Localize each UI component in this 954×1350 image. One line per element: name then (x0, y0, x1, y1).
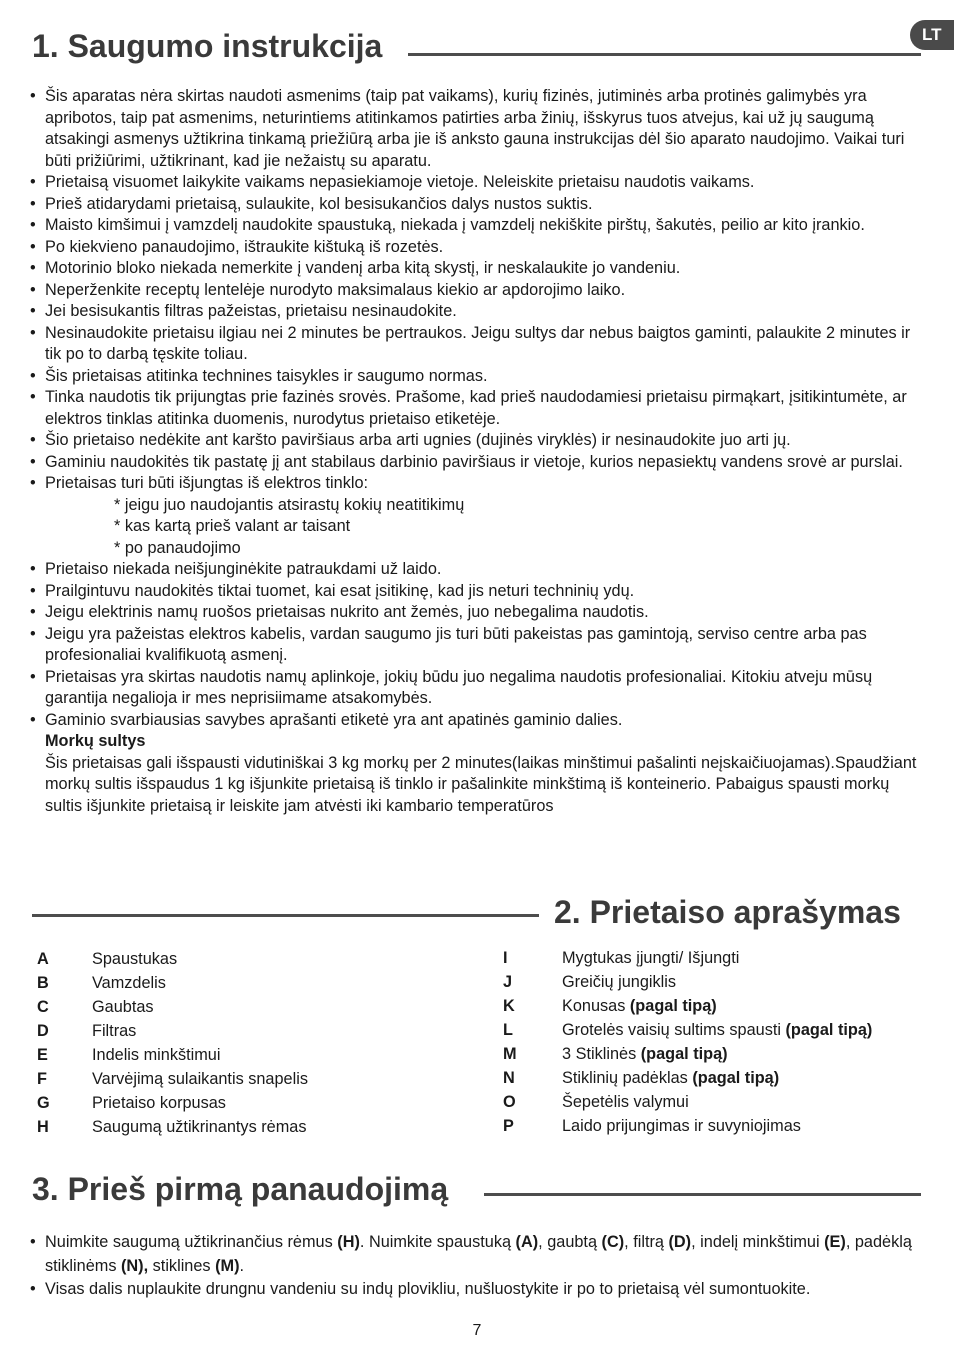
bullet-icon: • (30, 431, 36, 449)
part-label: Greičių jungiklis (562, 973, 677, 991)
list-item: • Gaminiu naudokitės tik pastatę jį ant stabilaus darbinio paviršiaus ir vietoje, kurios nepasiektų vandens srovė ar purslai. (30, 452, 930, 474)
part-key: N (503, 1069, 515, 1087)
bullet-icon: • (30, 581, 36, 600)
part-label: Prietaiso korpusas (92, 1094, 226, 1112)
part-item (37, 1091, 477, 1115)
list-item: • Prietaisas yra skirtas naudotis namų aplinkoje, jokių būdu juo negalima naudotis profesionaliai. Kitokiu atveju mūsų garantija negalioja ir mes neprisiimame atsakomybės. (30, 667, 930, 710)
section2-title: 2. Prietaiso aprašymas (554, 894, 901, 930)
bullet-icon: • (30, 259, 36, 277)
bullet-icon: • (30, 323, 36, 342)
section3-title (32, 1171, 448, 1208)
bullet-icon: • (30, 302, 36, 320)
part-label: Vamzdelis (92, 974, 166, 992)
bullet-icon: • (30, 667, 36, 686)
bullet-icon: • (30, 624, 36, 643)
bullet-icon: • (30, 388, 36, 406)
part-item (37, 995, 477, 1019)
list-item: • Motorinio bloko niekada nemerkite į vandenį arba kitą skystį, ir neskalaukite jo vandeniu. (30, 258, 930, 280)
part-key: C (37, 998, 49, 1016)
bullet-icon: • (30, 1233, 36, 1251)
part-item (37, 1019, 477, 1043)
part-key: K (503, 997, 515, 1015)
part-key: P (503, 1117, 514, 1135)
bullet-icon: • (30, 474, 36, 492)
section2-rule (32, 914, 539, 917)
bullet-icon: • (30, 194, 36, 213)
bullet-icon: • (30, 173, 36, 191)
bullet-icon: • (30, 710, 36, 729)
list-item: • Jeigu elektrinis namų ruošos prietaisas nukrito ant žemės, juo nebegalima naudotis. (30, 602, 930, 624)
part-item (503, 1018, 943, 1042)
part-item (503, 1066, 943, 1090)
section1-rule (408, 53, 921, 56)
list-item: • Šio prietaiso nedėkite ant karšto paviršiaus arba arti ugnies (dujinės viryklės) ir nesinaudokite juo arti jų. (30, 430, 930, 452)
part-key: M (503, 1045, 517, 1063)
part-label: Šepetėlis valymui (562, 1093, 689, 1111)
bullet-icon: • (30, 87, 36, 105)
part-key: F (37, 1070, 47, 1088)
list-item: • Neperženkite receptų lentelėje nurodyto maksimalaus kiekio ar apdorojimo laiko. (30, 280, 930, 302)
part-label: Gaubtas (92, 998, 154, 1016)
list-item: • Nuimkite saugumą užtikrinančius rėmus (H). Nuimkite spaustuką (A), gaubtą (C), filtrą (D), indelį minkštimui (E), padėklą stiklinėms (N), stiklines (M). (30, 1231, 930, 1278)
list-item: • Gaminio svarbiausias savybes aprašanti etiketė yra ant apatinės gaminio dalies. (30, 710, 930, 732)
part-key: B (37, 974, 49, 992)
bullet-icon: • (30, 216, 36, 234)
part-item (503, 1114, 943, 1138)
section1-title: 1. Saugumo instrukcija (32, 28, 383, 64)
section3-rule (484, 1193, 921, 1196)
part-item (37, 1043, 477, 1067)
list-item: • Prietaisas turi būti išjungtas iš elektros tinklo: (30, 473, 930, 495)
part-label: 3 Stiklinės (pagal tipą) (562, 1045, 728, 1063)
part-item (503, 946, 943, 970)
part-label: Stiklinių padėklas (pagal tipą) (562, 1069, 780, 1087)
part-item (503, 994, 943, 1018)
list-item: • Maisto kimšimui į vamzdelį naudokite spaustuką, niekada į vamzdelį nekiškite pirštų, šakutės, peilio ar kito įrankio. (30, 215, 930, 237)
part-key: E (37, 1046, 48, 1064)
list-item: • Visas dalis nuplaukite drungnu vandeniu su indų plovikliu, nušluostykite ir po to prietaisą vėl sumontuokite. (30, 1278, 930, 1302)
part-key: J (503, 973, 513, 991)
part-label: Grotelės vaisių sultims spausti (pagal tipą) (562, 1021, 873, 1039)
part-key: G (37, 1094, 50, 1112)
parts-list-right (503, 946, 943, 1138)
part-item (503, 970, 943, 994)
bullet-icon: • (30, 560, 36, 578)
sub-list-item: * jeigu juo naudojantis atsirastų kokių neatitikimų (114, 495, 465, 514)
sub-list-item: * kas kartą prieš valant ar taisant (114, 517, 351, 535)
bullet-icon: • (30, 452, 36, 471)
part-label: Laido prijungimas ir suvyniojimas (562, 1117, 801, 1135)
list-item: • Nesinaudokite prietaisu ilgiau nei 2 minutes be pertraukos. Jeigu sultys dar nebus baigtos gaminti, palaukite 2 minutes ir tik po to darbą tęskite toliau. (30, 323, 930, 366)
bullet-icon: • (30, 366, 36, 385)
carrot-juice-text: Šis prietaisas gali išspausti vidutiniškai 3 kg morkų per 2 minutes(laikas minštimui pašalinti neįskaičiuojamas).Spaudžiant morkų sultis išspaudus 1 kg išjunkite prietaisą iš tinklo ir pašalinkite minkštimą iš konteinerio. Pabaigus spausti morkų sultis išjunkite prietaisą ir leiskite jam atvėsti iki kambario temperatūros (45, 753, 917, 815)
language-badge: LT (910, 20, 954, 50)
bullet-icon: • (30, 1280, 36, 1298)
part-label: Konusas (pagal tipą) (562, 997, 717, 1015)
part-item (37, 947, 477, 971)
part-item (503, 1090, 943, 1114)
list-item: • Prietaiso niekada neišjunginėkite patraukdami už laido. (30, 559, 930, 581)
part-key: H (37, 1118, 49, 1136)
page-number: 7 (472, 1322, 482, 1339)
bullet-icon: • (30, 237, 36, 256)
list-item: • Prieš atidarydami prietaisą, sulaukite, kol besisukančios dalys nustos suktis. (30, 194, 930, 216)
part-key: L (503, 1021, 513, 1039)
list-item: • Prietaisą visuomet laikykite vaikams nepasiekiamoje vietoje. Neleiskite prietaisu naudotis vaikams. (30, 172, 930, 194)
list-item: • Prailgintuvu naudokitės tiktai tuomet, kai esat įsitikinę, kad jis neturi techninių ydų. (30, 581, 930, 603)
part-item (37, 1115, 477, 1139)
sub-list-item: * po panaudojimo (114, 538, 241, 557)
part-label: Mygtukas įjungti/ Išjungti (562, 949, 740, 967)
list-item: • Jei besisukantis filtras pažeistas, prietaisu nesinaudokite. (30, 301, 930, 323)
list-item: • Tinka naudotis tik prijungtas prie fazinės srovės. Prašome, kad prieš naudodamiesi prietaisu pirmąkart, įsitikintumėte, ar elektros tinklas atitinka duomenis, nurodytus prietaiso etiketėje. (30, 387, 930, 430)
carrot-juice-title: Morkų sultys (45, 732, 146, 750)
list-item: • Po kiekvieno panaudojimo, ištraukite kištuką iš rozetės. (30, 237, 930, 259)
part-item (37, 971, 477, 995)
bullet-icon: • (30, 603, 36, 621)
safety-instructions (30, 86, 930, 817)
part-label: Varvėjimą sulaikantis snapelis (92, 1070, 308, 1088)
part-key: D (37, 1022, 49, 1040)
list-item: • Jeigu yra pažeistas elektros kabelis, vardan saugumo jis turi būti pakeistas pas gamintoją, serviso centre arba pas profesionaliai kvalifikuotą asmenį. (30, 624, 930, 667)
bullet-icon: • (30, 280, 36, 299)
part-key: I (503, 949, 508, 967)
first-use-instructions (30, 1231, 930, 1302)
part-key: O (503, 1093, 516, 1111)
part-label: Filtras (92, 1022, 137, 1040)
list-item: • Šis aparatas nėra skirtas naudoti asmenims (taip pat vaikams), kurių fizinės, jutiminės arba protinės galimybės yra apribotos, taip pat asmenims, neturintiems atitinkamos patirties arba žinių, išskyrus tuos atvejus, kai už jų saugumą atsakingi asmenys užtikrina tinkamą priežiūrą arba jie iš anksto gauna instrukcijas dėl šio aparato naudojimo. Vaikai turi būti prižiūrimi, užtikrinant, kad jie nežaistų su aparatu. (30, 86, 930, 172)
part-item (503, 1042, 943, 1066)
parts-list-left (37, 947, 477, 1139)
part-item (37, 1067, 477, 1091)
list-item: • Šis prietaisas atitinka technines taisykles ir saugumo normas. (30, 366, 930, 388)
part-label: Spaustukas (92, 950, 178, 968)
part-label: Indelis minkštimui (92, 1046, 221, 1064)
part-key: A (37, 950, 49, 968)
part-label: Saugumą užtikrinantys rėmas (92, 1118, 307, 1136)
section3-title-text: 3. Prieš pirmą panaudojimą (32, 1171, 449, 1207)
